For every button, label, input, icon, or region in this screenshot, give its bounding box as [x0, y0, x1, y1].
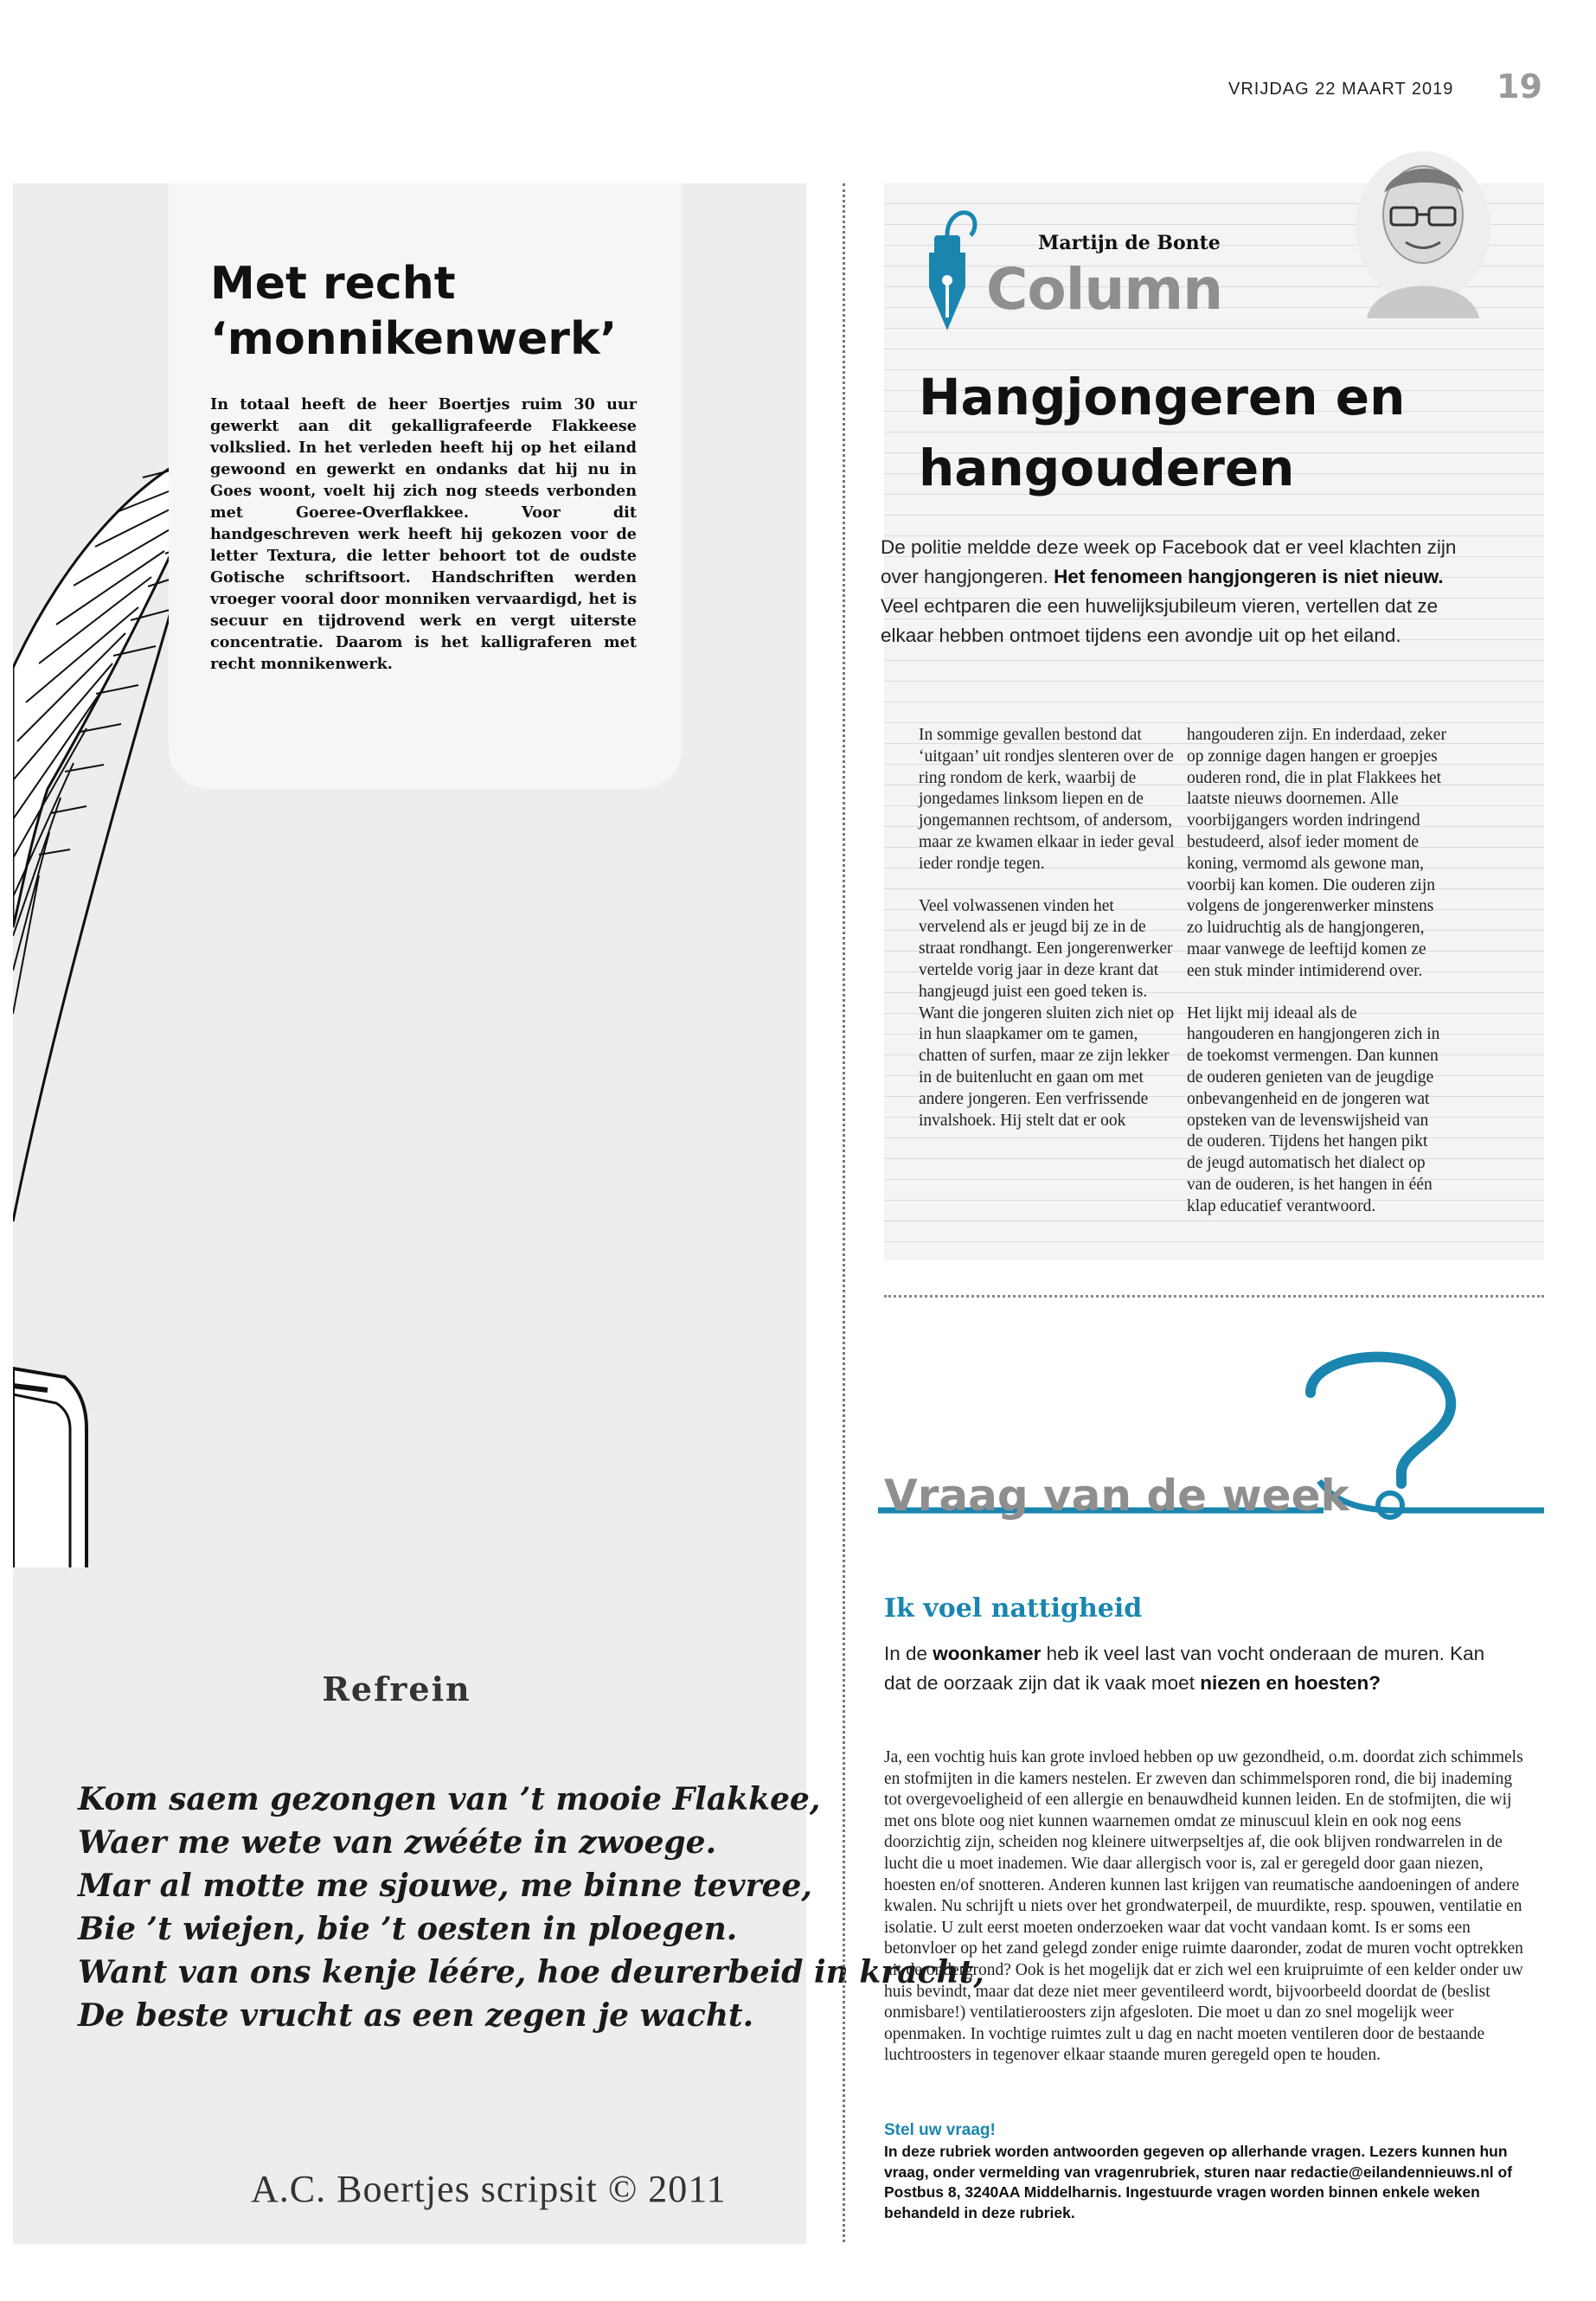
- body-paragraph: In sommige gevallen bestond dat ‘uitgaan’ uit rondjes slenteren over de ring rondom de kerk, waarbij de jongedames linksom liepen en de jongemannen rechtsom, of andersom, maar ze kwamen elkaar in ieder geval ieder rondje tegen.: [919, 726, 1175, 873]
- poem-line: Kom saem gezongen van ’t mooie Flakkee,: [78, 1781, 821, 1817]
- page-number: 19: [1497, 67, 1542, 106]
- question-title: Ik voel nattigheid: [884, 1593, 1143, 1624]
- ask-question-title: Stel uw vraag!: [884, 2121, 996, 2139]
- body-paragraph: hangouderen zijn. En inderdaad, zeker op zonnige dagen hangen er groepjes ouderen rond, die in plat Flakkees het laatste nieuws doornemen. Alle voorbijgangers worden indringend bestudeerd, alsof ieder moment de koning, vermomd als gewone man, voorbij kan komen. Die ouderen zijn volgens de jongerenwerker minstens zo luidruchtig als de hangjongeren, maar vanwege de leeftijd komen ze een stuk minder intimiderend over.: [1187, 726, 1446, 980]
- body-paragraph: Het lijkt mij ideaal als de hangouderen en hangjongeren zich in de toekomst vermengen. Dan kunnen de ouderen genieten van de jeugdige onbevangenheid en de jongeren wat opsteken van de levenswijsheid van de ouderen. Tijdens het hangen pikt de jeugd automatisch het dialect op van de ouderen, is het hangen in één klap educatief verantwoord.: [1187, 1003, 1440, 1215]
- answer-text: Ja, een vochtig huis kan grote invloed hebben op uw gezondheid, o.m. doordat zich schimmels en stofmijten in die kamers nestelen. Er zweven dan schimmelsporen rond, die bij inademing tot overgevoeligheid of een allergie en benauwdheid kunnen leiden. En de stofmijten, die wij met ons blote oog niet kunnen waarnemen omdat ze minuscuul klein en ook nog eens doorzichtig zijn, scheiden nog kleinere uitwerpseltjes af, die ook blijven rondwarrelen in de lucht die u moet inademen. Wie daar allergisch voor is, zal er geregeld door gaan niezen, hoesten en/of snotteren. Anderen kunnen last krijgen van reumatische aandoeningen of andere kwalen. Nu schrijft u niets over het grondwaterpeil, de muurdikte, resp. spouwen, ventilatie en isolatie. U zult eerst moeten onderzoeken waar dat vocht vandaan komt. Is er soms een betonvloer op het zand gelegd zonder enige ruimte daaronder, zodat de muren vocht optrekken uit de ondergrond? Ook is het mogelijk dat er zich wel een kruipruimte of een kelder onder uw huis bevindt, maar dat deze niet meer geventileerd wordt, bijvoorbeeld doordat de (beslist onmisbare!) ventilatieroosters zijn afgesloten. Die moet u dan zo snel mogelijk weer openmaken. In vochtige ruimtes zult u dag en nacht moeten ventileren door de bestaande luchtroosters in tegenover elkaar staande muren geregeld open te houden.: [884, 1748, 1523, 2065]
- lead-bold: Het fenomeen hangjongeren is niet nieuw.: [1054, 566, 1444, 587]
- body-paragraph: Veel volwassenen vinden het vervelend als er jeugd bij ze in de straat rondhangt. Een jongerenwerker vertelde vorig jaar in deze krant dat hangjeugd juist een goed teken is. Want die jongeren sluiten zich niet op in hun slaapkamer om te gamen, chatten of surfen, maar ze zijn lekker in de buitenlucht en gaan om met andere jongeren. Een verfrissende invalshoek. Hij stelt dat er ook: [919, 896, 1175, 1130]
- lead-text: Veel echtparen die een huwelijksjubileum vieren, vertellen dat ze elkaar hebben ontmoet tijdens een avondje uit op het eiland.: [881, 595, 1439, 646]
- article-title: Met recht ‘monnikenwerk’: [210, 258, 618, 365]
- poem-line: Want van ons kenje léére, hoe deurerbeid in kracht,: [78, 1954, 984, 1990]
- article-intro: In totaal heeft de heer Boertjes ruim 30 uur gewerkt aan dit gekalligrafeerde Flakkeese volkslied. In het verleden heeft hij op het eiland gewoond en gewerkt en ondanks dat hij nu in Goes woont, voelt hij zich nog steeds verbonden met Goeree-Overflakkee. Voor dit handgeschreven werk heeft hij gekozen voor de letter Textura, die letter behoort tot de oudste Gotische schriftsoort. Handschriften werden vroeger vooral door monniken vervaardigd, het is secuur en tijdrovend werk en vergt uiterste concentratie. Daarom is het kalligraferen met recht monnikenwerk.: [210, 395, 637, 673]
- q-text-part: heb ik veel last van vocht onderaan de muren. Kan dat de oorzaak zijn dat ik vaak moet: [884, 1643, 1485, 1694]
- refrein-heading: Refrein: [322, 1670, 471, 1708]
- author-photo: [1349, 145, 1497, 318]
- column-title: Hangjongeren en hangouderen: [919, 368, 1406, 497]
- q-bold: niezen en hoesten?: [1200, 1672, 1381, 1694]
- poem-line: Bie ’t wiejen, bie ’t oesten in ploegen.: [78, 1911, 738, 1947]
- q-bold: woonkamer: [933, 1643, 1042, 1664]
- column-lead: [881, 533, 1477, 651]
- issue-date: VRIJDAG 22 MAART 2019: [1228, 80, 1454, 99]
- question-text: [884, 1639, 1516, 1698]
- poem-line: Waer me wete van zwééte in zwoege.: [78, 1824, 717, 1861]
- column-body-left: [919, 725, 1178, 1152]
- poem-line: Mar al motte me sjouwe, me binne tevree,: [78, 1868, 812, 1904]
- ask-question-text: In deze rubriek worden antwoorden gegeven op allerhande vragen. Lezers kunnen hun vraag, onder vermelding van vragenrubriek, sturen naar redactie@eilandennieuws.nl of Postbus 8, 3240AA Middelharnis. Ingestuurde vragen worden binnen enkele weken behandeld in deze rubriek.: [884, 2143, 1513, 2221]
- column-author: Martijn de Bonte: [1038, 232, 1221, 254]
- q-text-part: In de: [884, 1643, 933, 1664]
- question-mark-icon: [878, 1341, 1544, 1566]
- section-separator: [884, 1295, 1544, 1298]
- vraag-label: Vraag van de week: [884, 1471, 1349, 1521]
- calligraphy-poem: [78, 1778, 984, 2037]
- fountain-pen-mouse-icon: [908, 201, 986, 330]
- column-body-right: [1187, 725, 1446, 1239]
- column-label: Column: [986, 256, 1223, 323]
- lead-text: De politie meldde deze week op Facebook dat er veel klachten zijn over hangjongeren.: [881, 536, 1457, 587]
- poem-line: De beste vrucht as een zegen je wacht.: [78, 1997, 754, 2034]
- column-divider: [843, 183, 845, 2242]
- signature: A.C. Boertjes scripsit © 2011: [251, 2168, 727, 2210]
